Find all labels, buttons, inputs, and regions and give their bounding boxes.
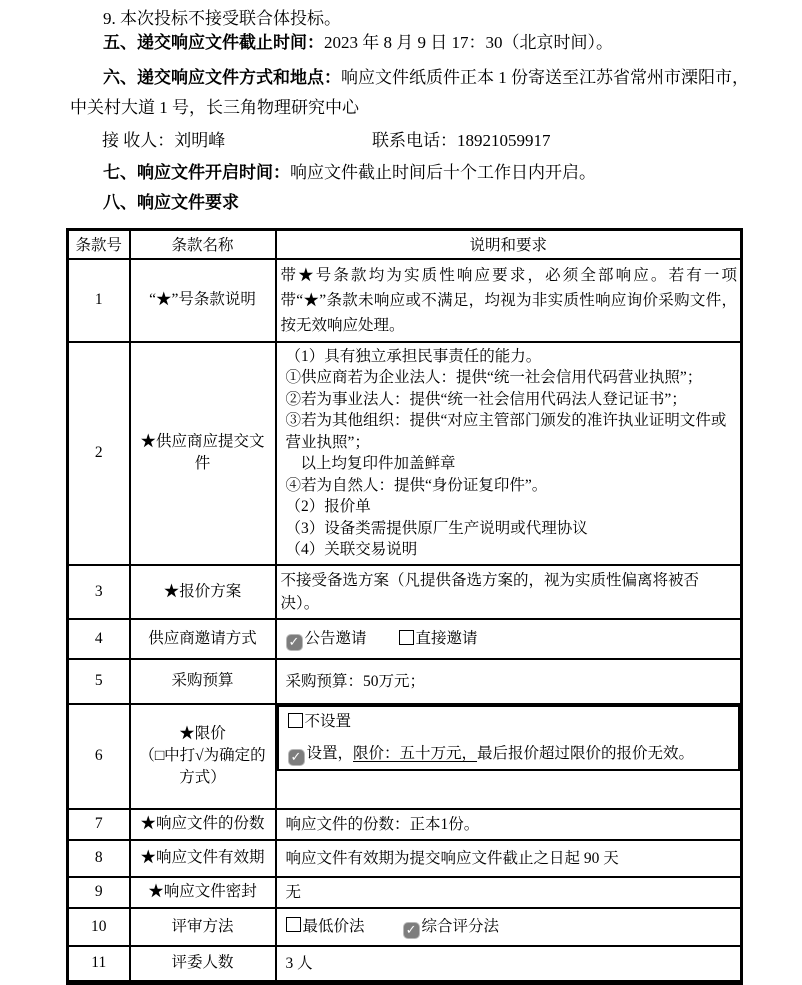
unchecked-checkbox-icon[interactable] [288,713,303,728]
deadline-paragraph [103,32,613,54]
deadline-value: 2023 年 8 月 9 日 17：30（北京时间）。 [324,33,613,52]
clause-no: 2 [68,342,130,565]
clause-name: 供应商邀请方式 [130,619,276,659]
clause-no: 5 [68,659,130,704]
clause-no: 3 [68,565,130,619]
clause-desc: 不接受备选方案（凡提供备选方案的，视为实质性偏离将被否决）。 [276,565,742,619]
desc-line: （2）报价单 [285,498,371,515]
desc-line: （4）关联交易说明 [285,541,418,558]
deadline-label: 五、递交响应文件截止时间： [103,33,324,52]
clause-name: 采购预算 [130,659,276,704]
clause-desc: 采购预算：50万元； [276,659,742,704]
desc-line: 以上均复印件加盖鲜章 [300,455,456,472]
table-row [68,809,742,840]
clause-name: 评委人数 [130,946,276,983]
table-row [68,342,742,565]
clause-no: 9 [68,877,130,908]
clause-no: 1 [68,259,130,342]
clause-desc [276,342,742,565]
clause-desc: 无 [276,877,742,908]
clause-name: ★响应文件有效期 [130,840,276,877]
delivery-value-line2: 中关村大道 1 号，长三角物理研究中心 [70,98,359,117]
clause-name: ★响应文件密封 [130,877,276,908]
delivery-label: 六、递交响应文件方式和地点： [103,68,341,87]
limit-option-set [288,742,733,766]
delivery-paragraph-line1 [103,67,749,89]
opening-time-label: 七、响应文件开启时间： [103,163,290,182]
clause-9-text: 9. 本次投标不接受联合体投标。 [103,9,341,28]
header-clause-desc: 说明和要求 [276,230,742,259]
clause-name: 评审方法 [130,908,276,946]
table-row [68,704,742,809]
clause-desc [276,908,742,946]
option-label-set: 设置， [306,744,354,762]
table-row [68,946,742,983]
unchecked-checkbox-icon[interactable] [286,917,301,932]
opening-time-value: 响应文件截止时间后十个工作日内开启。 [290,163,596,182]
option-label-comprehensive: 综合评分法 [421,917,500,935]
table-row [68,619,742,659]
clause-no: 11 [68,946,130,983]
header-clause-no: 条款号 [68,230,130,259]
table-row [68,840,742,877]
clause-desc: 3 人 [276,946,742,983]
clause-no: 10 [68,908,130,946]
desc-line: ④若为自然人：提供“身份证复印件”。 [285,476,548,494]
clause-no: 4 [68,619,130,659]
option-label-lowest-price: 最低价法 [302,917,365,935]
clause-name: ★响应文件的份数 [130,809,276,840]
checked-checkbox-icon[interactable]: ✓ [403,922,420,939]
contact-phone-text: 联系电话：18921059917 [372,131,551,150]
clause-name: ★报价方案 [130,565,276,619]
requirements-table [66,228,743,985]
desc-line: （3）设备类需提供原厂生产说明或代理协议 [285,519,588,537]
clause-name-line2: （□中打√为确定的方式） [139,747,266,786]
option-label-unset: 不设置 [304,712,352,730]
option-label-announcement: 公告邀请 [304,629,367,647]
clause-no: 7 [68,809,130,840]
unchecked-checkbox-icon[interactable] [399,630,414,645]
table-row [68,877,742,908]
limit-rule-text: 最后报价超过限价的报价无效。 [477,744,695,762]
clause-desc: 响应文件的份数：正本1份。 [276,809,742,840]
clause-desc: 响应文件有效期为提交响应文件截止之日起 90 天 [276,840,742,877]
delivery-value-line1: 响应文件纸质件正本 1 份寄送至江苏省常州市溧阳市， [341,68,749,87]
opening-time-paragraph [103,162,596,184]
table-row [68,259,742,342]
limit-amount-underlined: 限价：五十万元， [353,744,478,762]
clause-name [130,704,276,809]
clause-no: 6 [68,704,130,809]
desc-line: ③若为其他组织：提供“对应主管部门颁发的准许执业证明文件或营业执照”； [285,412,727,451]
clause-name: ★供应商应提交文件 [130,342,276,565]
clause-name-line1: ★限价 [179,725,226,742]
requirements-heading: 八、响应文件要求 [103,193,239,212]
clause-no: 8 [68,840,130,877]
limit-option-unset [288,710,733,733]
desc-line: ②若为事业法人：提供“统一社会信用代码法人登记证书”； [285,390,687,408]
recipient-text: 接 收人：刘明峰 [102,131,226,150]
clause-desc [276,619,742,659]
table-header-row [68,230,742,259]
desc-line: ①供应商若为企业法人：提供“统一社会信用代码营业执照”； [285,369,703,386]
table-row [68,565,742,619]
checked-checkbox-icon[interactable]: ✓ [288,749,305,766]
desc-line: （1）具有独立承担民事责任的能力。 [285,347,542,365]
clause-name: “★”号条款说明 [130,259,276,342]
option-label-direct: 直接邀请 [415,629,478,647]
table-row [68,659,742,704]
checked-checkbox-icon[interactable]: ✓ [286,634,303,651]
header-clause-name: 条款名称 [130,230,276,259]
clause-desc: 带★号条款均为实质性响应要求，必须全部响应。若有一项带“★”条款未响应或不满足，均视为非实质性响应询价采购文件，按无效响应处理。 [276,259,742,342]
clause-desc [277,705,741,771]
table-row [68,908,742,946]
